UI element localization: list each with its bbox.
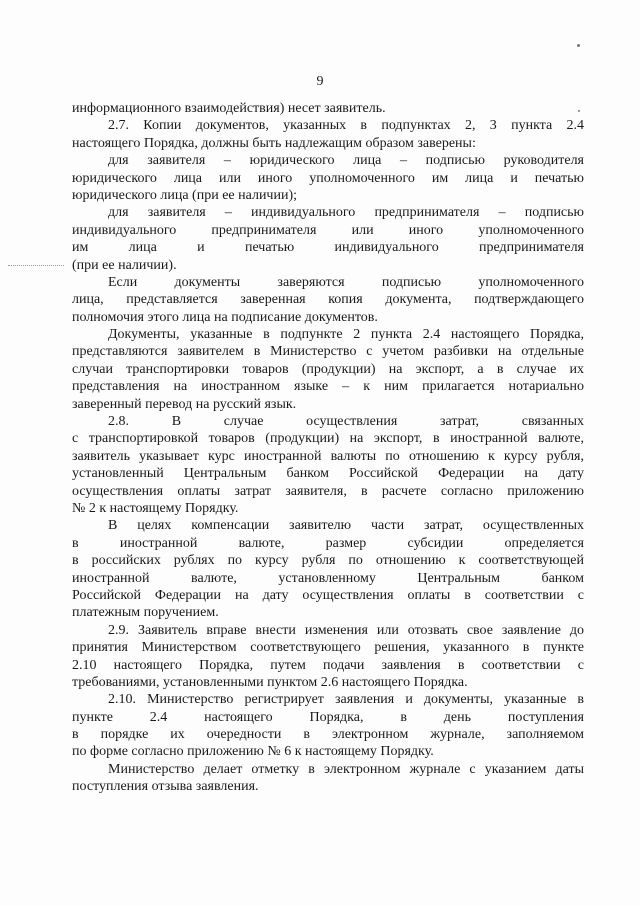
text-line: поступления отзыва заявления. (72, 779, 259, 795)
text-line: в иностранной валюте, размер субсидии определяется (72, 535, 584, 551)
text-line: представления на иностранном языке – к ним прилагается нотариально (72, 379, 584, 395)
page-number: 9 (316, 74, 324, 89)
text-line: в российских рублях по курсу рубля по отношению к соответствующей (72, 553, 584, 569)
text-line: юридического лица (при ее наличии); (72, 187, 298, 203)
text-line: в порядке их очередности в электронном журнале, заполняемом (72, 727, 584, 743)
text-line: им лица и печатью индивидуального предпринимателя (72, 240, 584, 256)
text-line: В целях компенсации заявителю части затрат, осуществленных (108, 518, 584, 534)
text-line: 2.10 настоящего Порядка, путем подачи заявления в соответствии с (72, 657, 584, 673)
text-line: лица, представляется заверенная копия документа, подтверждающего (72, 292, 584, 308)
text-line: требованиями, установленными пунктом 2.6 настоящего Порядка. (72, 674, 468, 690)
text-line: полномочия этого лица на подписание документов. (72, 309, 378, 325)
scan-artifact-dots (8, 265, 64, 268)
scan-mark-top-right (577, 44, 580, 47)
text-line: представляются заявителем в Министерство с учетом разбивки на отдельные (72, 344, 584, 360)
text-line: платежным поручением. (72, 605, 219, 621)
text-line: с транспортировкой товаров (продукции) на экспорт, в иностранной валюте, (72, 431, 584, 447)
text-line: индивидуального предпринимателя или иного уполномоченного (72, 222, 584, 238)
text-line: осуществления оплаты затрат заявителя, в расчете согласно приложению (72, 483, 584, 499)
text-line: пункте 2.4 настоящего Порядка, в день поступления (72, 709, 584, 725)
text-line: Если документы заверяются подписью уполномоченного (108, 274, 584, 290)
text-line: № 2 к настоящему Порядку. (72, 500, 239, 516)
text-line: по форме согласно приложению № 6 к настоящему Порядку. (72, 744, 434, 760)
text-line: установленный Центральным банком Российской Федерации на дату (72, 466, 584, 482)
text-line: случаи транспортировки товаров (продукции) на экспорт, а в случае их (72, 361, 584, 377)
scan-mark-right (578, 110, 580, 112)
text-line: 2.10. Министерство регистрирует заявления и документы, указанные в (108, 692, 584, 708)
text-line: Российской Федерации на дату осуществления оплаты в соответствии с (72, 587, 584, 603)
text-line: 2.8. В случае осуществления затрат, связанных (108, 414, 584, 430)
text-line: для заявителя – индивидуального предпринимателя – подписью (108, 205, 584, 221)
text-line: иностранной валюте, установленному Центральным банком (72, 570, 584, 586)
text-line: Министерство делает отметку в электронном журнале с указанием даты (108, 761, 584, 777)
text-line: (при ее наличии). (72, 257, 177, 273)
text-line: заверенный перевод на русский язык. (72, 396, 297, 412)
text-line: информационного взаимодействия) несет заявитель. (72, 101, 386, 116)
text-line: заявитель указывает курс иностранной валюты по отношению к курсу рубля, (72, 448, 584, 464)
text-line: настоящего Порядка, должны быть надлежащим образом заверены: (72, 135, 476, 151)
text-line: для заявителя – юридического лица – подписью руководителя (108, 153, 584, 169)
text-line: 2.7. Копии документов, указанных в подпунктах 2, 3 пункта 2.4 (108, 118, 584, 134)
text-line: 2.9. Заявитель вправе внести изменения или отозвать свое заявление до (108, 622, 584, 638)
text-line: Документы, указанные в подпункте 2 пункта 2.4 настоящего Порядка, (108, 327, 584, 343)
text-line: принятия Министерством соответствующего решения, указанного в пункте (72, 640, 584, 656)
document-body (72, 100, 584, 796)
text-line: юридического лица или иного уполномоченного им лица и печатью (72, 170, 584, 186)
